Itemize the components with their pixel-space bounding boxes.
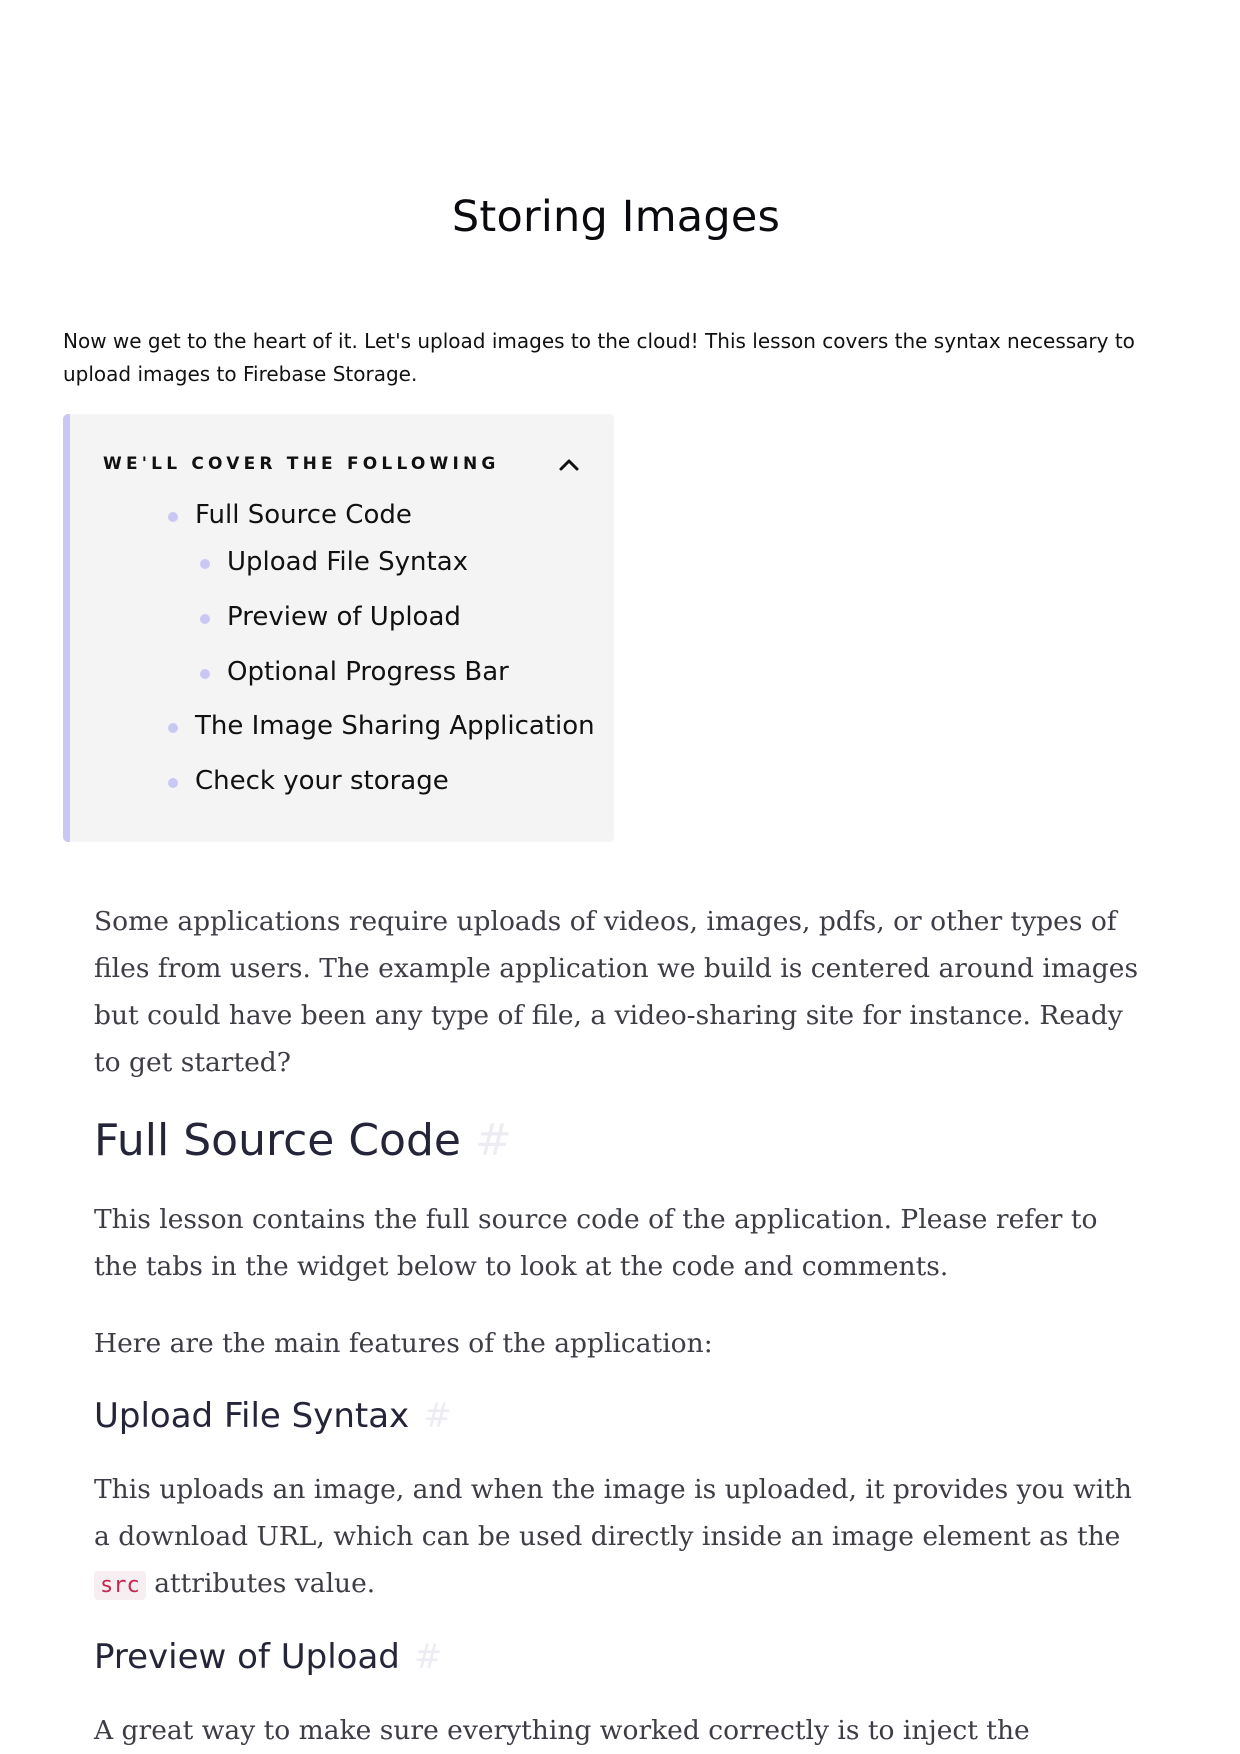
toc-item-preview-of-upload[interactable] — [227, 602, 461, 632]
toc-item-optional-progress-bar[interactable] — [227, 657, 509, 687]
toc-item-label: Full Source Code — [195, 500, 412, 530]
toc-item-label: Check your storage — [195, 766, 449, 796]
heading-preview-of-upload — [94, 1637, 442, 1677]
inline-code: src — [94, 1571, 146, 1600]
bullet-icon — [168, 723, 178, 733]
heading-upload-file-syntax — [94, 1396, 452, 1436]
toc-item-label: Optional Progress Bar — [227, 657, 509, 687]
heading-text: Full Source Code — [94, 1115, 461, 1166]
bullet-icon — [168, 778, 178, 788]
paragraph — [94, 1466, 1144, 1609]
paragraph-text: This uploads an image, and when the image is uploaded, it provides you with a download URL, which can be used directly inside an image element as the — [94, 1474, 1132, 1552]
bullet-icon — [200, 559, 210, 569]
heading-text: Upload File Syntax — [94, 1396, 410, 1436]
bullet-icon — [200, 614, 210, 624]
toc-item-check-your-storage[interactable] — [195, 766, 449, 796]
bullet-icon — [200, 669, 210, 679]
paragraph: A great way to make sure everything worked correctly is to inject the — [94, 1715, 1030, 1746]
page-title: Storing Images — [451, 192, 781, 242]
heading-full-source-code — [94, 1115, 512, 1166]
anchor-link[interactable]: # — [413, 1637, 443, 1677]
toc-item-label: The Image Sharing Application — [195, 711, 595, 741]
paragraph-text: attributes value. — [154, 1568, 376, 1599]
anchor-link[interactable]: # — [423, 1396, 452, 1436]
toc-heading: WE'LL COVER THE FOLLOWING — [103, 454, 500, 474]
intro-text: Now we get to the heart of it. Let's upload images to the cloud! This lesson covers the syntax necessary to upload images to Firebase Storage. — [63, 329, 1135, 386]
table-of-contents — [63, 414, 614, 842]
toc-item-image-sharing-application[interactable] — [195, 711, 595, 741]
anchor-link[interactable]: # — [474, 1115, 512, 1166]
toc-item-upload-file-syntax[interactable] — [227, 547, 468, 577]
toc-item-full-source-code[interactable] — [195, 500, 412, 530]
paragraph: Some applications require uploads of videos, images, pdfs, or other types of files from users. The example application we build is centered around images but could have been any type of file, a video-sharing site for instance. Ready to get started? — [94, 906, 1139, 1078]
toc-item-label: Preview of Upload — [227, 602, 461, 632]
paragraph: This lesson contains the full source code of the application. Please refer to the tabs in the widget below to look at the code and comments. — [94, 1204, 1098, 1282]
toc-item-label: Upload File Syntax — [227, 547, 469, 577]
chevron-up-icon[interactable] — [554, 450, 584, 480]
heading-text: Preview of Upload — [94, 1637, 400, 1677]
bullet-icon — [168, 512, 178, 522]
paragraph: Here are the main features of the application: — [94, 1328, 713, 1359]
